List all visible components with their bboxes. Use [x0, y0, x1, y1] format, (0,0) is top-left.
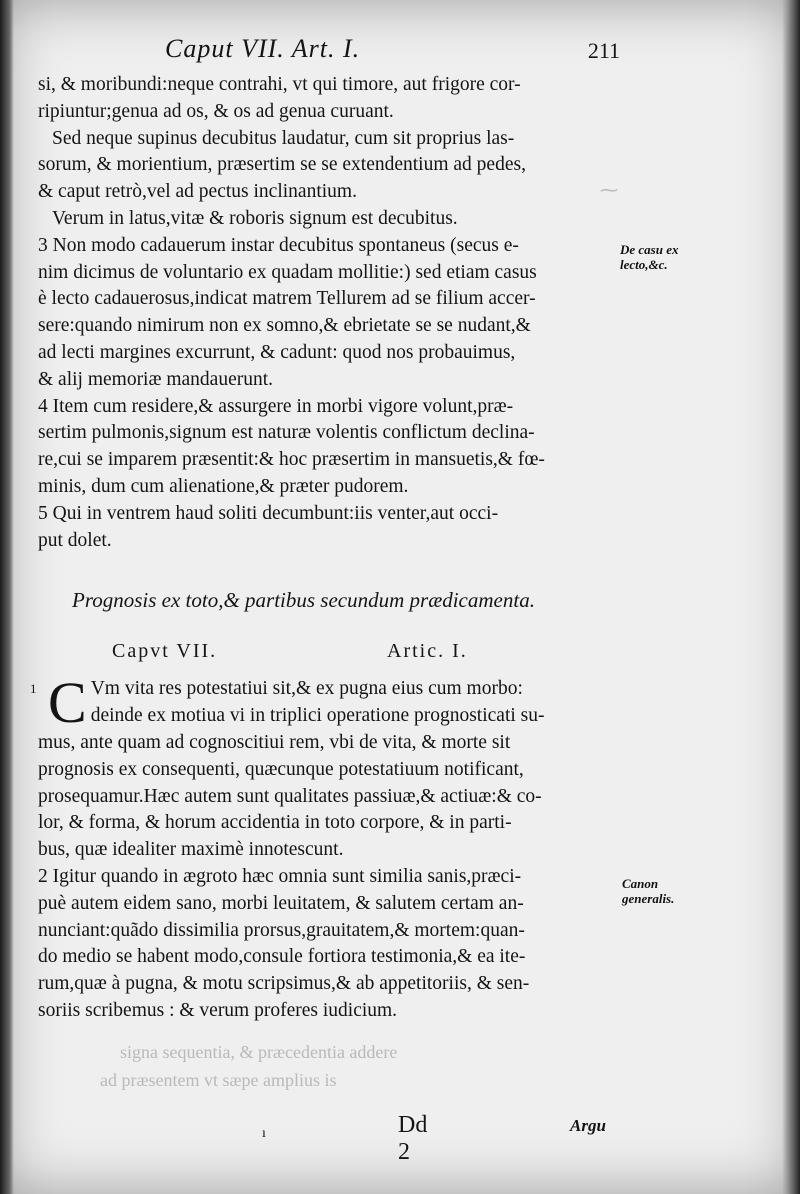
article-label: Artic. I.: [387, 640, 468, 662]
text-line: bus, quæ idealiter maximè innotescunt.: [38, 839, 344, 861]
text-line: ripiuntur;genua ad os, & os ad genua curuant.: [38, 100, 394, 122]
text-line: si, & moribundi:neque contrahi, vt qui timore, aut frigore cor-: [38, 74, 521, 95]
text-line: & alij memoriæ mandauerunt.: [38, 368, 274, 390]
text-line: & caput retrò,vel ad pectus inclinantium.: [38, 181, 357, 203]
text-line: Vm vita res potestatiui sit,& ex pugna eius cum morbo:: [90, 678, 523, 699]
drop-capital: C: [48, 670, 87, 735]
text-line: prosequamur.Hæc autem sunt qualitates passiuæ,& actiuæ:& co-: [38, 785, 542, 807]
text-line: Sed neque supinus decubitus laudatur, cum sit proprius las-: [52, 127, 515, 149]
footer-mark: ı: [262, 1126, 266, 1141]
second-text-block: [30, 670, 628, 1025]
top-text-block: [38, 72, 628, 554]
section-title: Prognosis ex toto,& partibus secundum prædicamenta.: [72, 588, 535, 612]
text-line: 2 Igitur quando in ægroto hæc omnia sunt similia sanis,præci-: [38, 865, 522, 887]
text-line: sertim pulmonis,signum est naturæ volentis conflictum declina-: [38, 422, 535, 444]
bleed-through-text: signa sequentia, & præcedentia addere: [120, 1042, 398, 1062]
text-line: Verum in latus,vitæ & roboris signum est decubitus.: [52, 207, 458, 229]
chapter-label: Capvt VII.: [112, 640, 218, 662]
text-line: ad lecti margines excurrunt, & cadunt: quod nos probauimus,: [38, 341, 516, 363]
text-line: è lecto cadauerosus,indicat matrem Tellurem ad se filium accer-: [38, 288, 536, 310]
margin-note-casu: De casu ex lecto,&c.: [620, 242, 679, 272]
page-right-shadow: [782, 0, 800, 1194]
text-line: rum,quæ à pugna, & motu scripsimus,& ab appetitoriis, & sen-: [38, 973, 530, 995]
text-line: minis, dum cum alienatione,& præter pudorem.: [38, 475, 409, 497]
page-left-shadow: [0, 0, 14, 1194]
text-line: 5 Qui in ventrem haud soliti decumbunt:iis venter,aut occi-: [38, 502, 499, 524]
text-line: re,cui se imparem præsentit:& hoc præsertim in mansuetis,& fœ-: [38, 449, 545, 471]
text-line: sorum, & morientium, præsertim se se extendentium ad pedes,: [38, 154, 526, 176]
page-number: 211: [587, 38, 620, 63]
paragraph-number: 1: [30, 681, 37, 696]
signature-mark: Dd 2: [398, 1112, 428, 1165]
bleed-through-text: ad præsentem vt sæpe amplius is: [100, 1070, 337, 1090]
running-title: Caput VII. Art. I.: [165, 34, 361, 63]
text-line: nim dicimus de voluntario ex quadam mollitie:) sed etiam casus: [38, 261, 537, 283]
text-line: prognosis ex consequenti, quæcunque potestatiuum notificant,: [38, 758, 524, 780]
margin-note-canon: Canon generalis.: [622, 876, 675, 906]
text-line: puè autem eidem sano, morbi leuitatem, & salutem certam an-: [38, 892, 524, 914]
text-line: deinde ex motiua vi in triplici operatione prognosticati su-: [90, 704, 545, 726]
text-line: soriis scribemus : & verum proferes iudicium.: [38, 999, 398, 1021]
text-line: nunciant:quãdo dissimilia prorsus,grauitatem,& mortem:quan-: [38, 919, 525, 941]
text-line: mus, ante quam ad cognoscitiui rem, vbi de vita, & morte sit: [38, 732, 511, 753]
text-line: do medio se habent modo,consule fortiora testimonia,& ea ite-: [38, 946, 526, 968]
text-line: 3 Non modo cadauerum instar decubitus spontaneus (secus e-: [38, 234, 519, 256]
catchword: Argu: [570, 1116, 606, 1135]
text-line: put dolet.: [38, 529, 112, 551]
text-line: sere:quando nimirum non ex somno,& ebrietate se se nudant,&: [38, 315, 531, 337]
text-line: lor, & forma, & horum accidentia in toto corpore, & in parti-: [38, 812, 512, 834]
bleed-through-mark: ⁓: [600, 180, 618, 200]
running-header: [165, 30, 620, 70]
text-line: 4 Item cum residere,& assurgere in morbi vigore volunt,præ-: [38, 395, 514, 417]
